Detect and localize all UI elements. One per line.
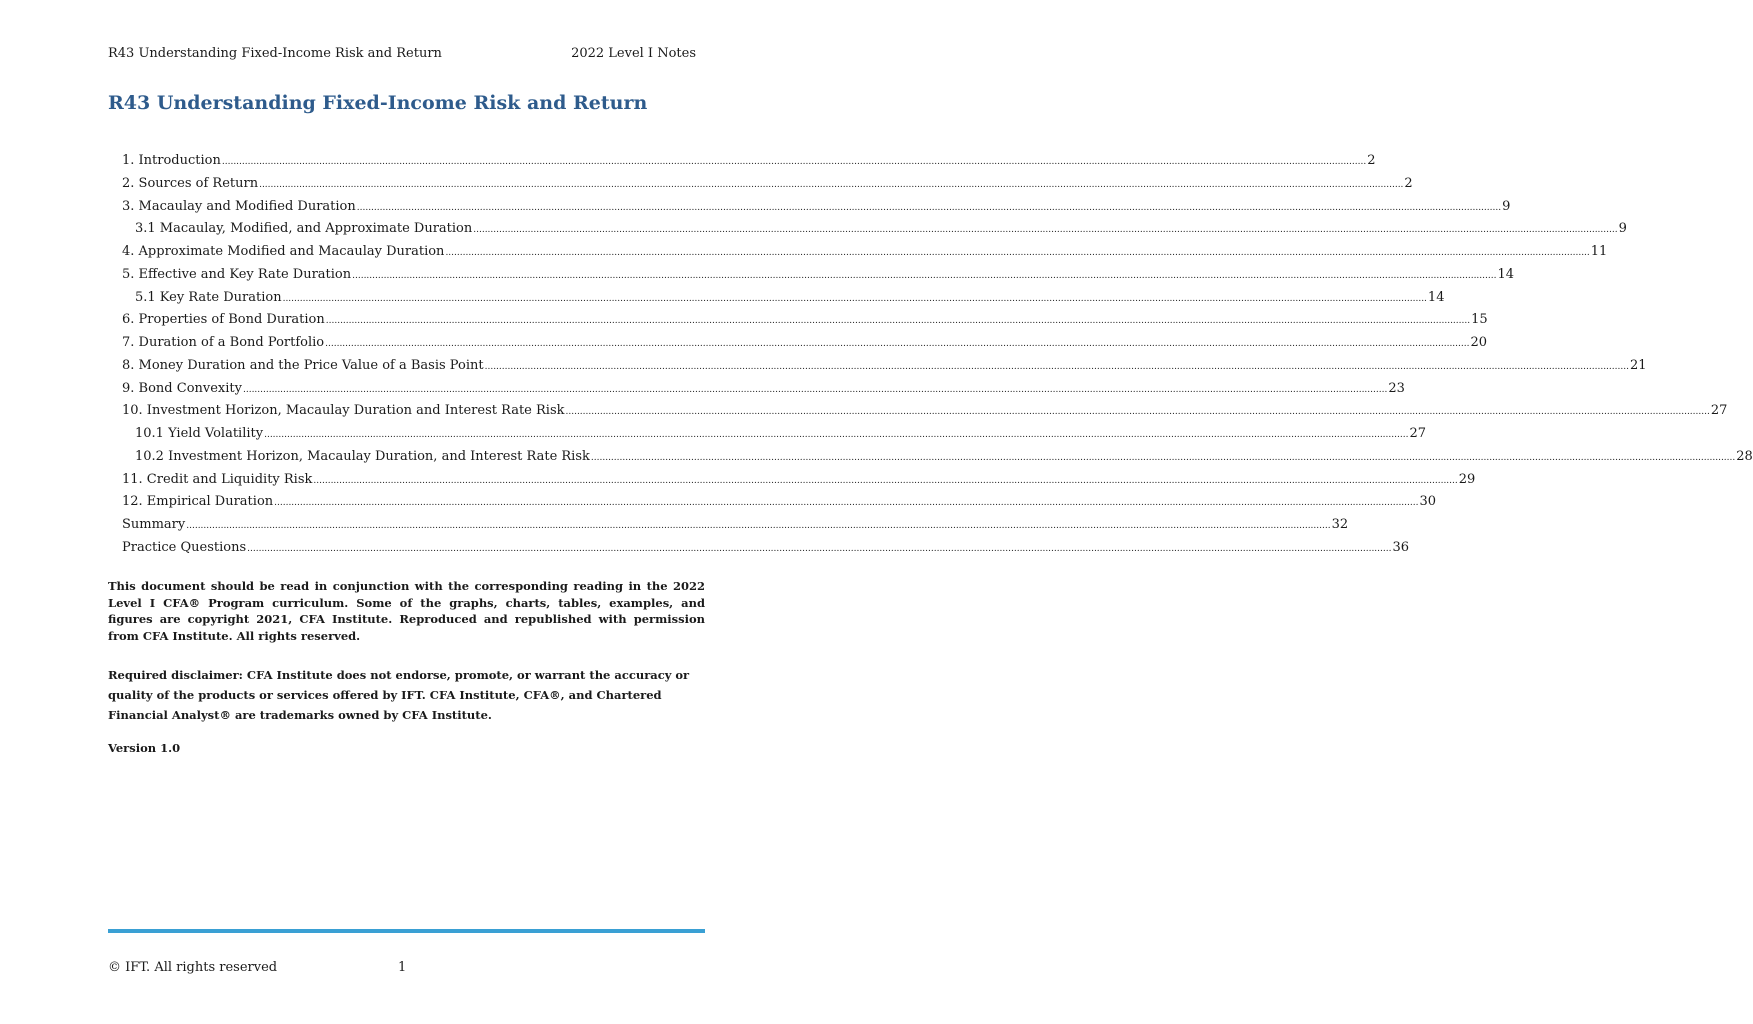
toc-entry-page: 21 (1629, 357, 1647, 373)
toc-entry[interactable] (122, 378, 1405, 401)
toc-dot-leader: ................................................................................................................................................................................................................................................................................................................................................................................................................ (259, 179, 1404, 190)
toc-entry[interactable] (122, 287, 1445, 310)
toc-entry-title: 1. Introduction (122, 153, 221, 168)
footer-copyright: © IFT. All rights reserved (108, 960, 278, 975)
toc-entry-title: Summary (122, 517, 186, 532)
toc-entry-page: 20 (1470, 335, 1488, 350)
toc-entry-title: 10.2 Investment Horizon, Macaulay Duration, and Interest Rate Risk (135, 448, 590, 464)
toc-entry[interactable] (122, 355, 1647, 378)
toc-entry-title: 10. Investment Horizon, Macaulay Duration and Interest Rate Risk (122, 403, 565, 419)
cfa-disclaimer: Required disclaimer: CFA Institute does not endorse, promote, or warrant the accuracy or quality of the products or services offered by IFT. CFA Institute, CFA®, and Chartered Financial Analyst® are trademarks owned by CFA Institute. (108, 668, 690, 722)
toc-entry-title: 8. Money Duration and the Price Value of a Basis Point (122, 357, 484, 373)
toc-entry[interactable] (122, 196, 1511, 219)
toc-entry-title: 12. Empirical Duration (122, 494, 274, 510)
toc-entry-page: 14 (1497, 266, 1515, 282)
toc-dot-leader: ................................................................................................................................................................................................................................................................................................................................................................................................................ (186, 521, 1331, 531)
page-header (108, 46, 696, 61)
toc-entry-page: 23 (1388, 380, 1405, 396)
curriculum-notice: This document should be read in conjunction with the corresponding reading in the 2022 Level I CFA® Program curriculum. Some of the graphs, charts, tables, examples, and figures are copyright 2021, CFA Institute. Reproduced and republished with permission from CFA Institute. All rights reserved. (108, 579, 705, 643)
toc-dot-leader: ................................................................................................................................................................................................................................................................................................................................................................................................................ (484, 361, 1629, 372)
footer-rule (108, 929, 705, 933)
toc-dot-leader: ................................................................................................................................................................................................................................................................................................................................................................................................................ (242, 384, 1388, 395)
toc-entry-title: 3.1 Macaulay, Modified, and Approximate Duration (135, 221, 473, 237)
toc-dot-leader: ................................................................................................................................................................................................................................................................................................................................................................................................................ (247, 543, 1392, 554)
toc-entry-title: 4. Approximate Modified and Macaulay Duration (122, 244, 445, 259)
toc-dot-leader: ................................................................................................................................................................................................................................................................................................................................................................................................................ (352, 270, 1497, 281)
toc-entry[interactable] (122, 400, 1728, 423)
toc-entry-title: Practice Questions (122, 539, 247, 555)
toc-entry-title: 6. Properties of Bond Duration (122, 312, 325, 328)
toc-entry-page: 9 (1502, 198, 1511, 214)
toc-entry-title: 5.1 Key Rate Duration (135, 289, 282, 305)
toc-entry[interactable] (122, 514, 1349, 537)
toc-entry-title: 5. Effective and Key Rate Duration (122, 266, 352, 282)
toc-entry-title: 2. Sources of Return (122, 175, 259, 191)
toc-dot-leader: ................................................................................................................................................................................................................................................................................................................................................................................................................ (282, 293, 1427, 304)
toc-dot-leader: ................................................................................................................................................................................................................................................................................................................................................................................................................ (590, 452, 1736, 463)
toc-entry-page: 2 (1404, 175, 1413, 191)
toc-dot-leader: ................................................................................................................................................................................................................................................................................................................................................................................................................ (325, 339, 1470, 349)
toc-entry[interactable] (122, 332, 1488, 355)
toc-dot-leader: ................................................................................................................................................................................................................................................................................................................................................................................................................ (264, 430, 1409, 440)
document-title: R43 Understanding Fixed-Income Risk and Return (108, 92, 648, 114)
toc-dot-leader: ................................................................................................................................................................................................................................................................................................................................................................................................................ (274, 498, 1419, 509)
toc-entry[interactable] (122, 446, 1753, 469)
toc-dot-leader: ................................................................................................................................................................................................................................................................................................................................................................................................................ (445, 248, 1590, 258)
toc-entry[interactable] (122, 173, 1413, 196)
toc-dot-leader: ................................................................................................................................................................................................................................................................................................................................................................................................................ (356, 202, 1502, 213)
toc-dot-leader: ................................................................................................................................................................................................................................................................................................................................................................................................................ (473, 225, 1618, 236)
toc-entry[interactable] (122, 264, 1515, 287)
toc-entry-title: 9. Bond Convexity (122, 380, 242, 396)
toc-dot-leader: ................................................................................................................................................................................................................................................................................................................................................................................................................ (313, 475, 1458, 486)
toc-entry[interactable] (122, 537, 1410, 560)
toc-entry-page: 9 (1618, 221, 1627, 237)
toc-entry-page: 2 (1367, 153, 1376, 168)
toc-entry[interactable] (122, 309, 1488, 332)
toc-entry-title: 11. Credit and Liquidity Risk (122, 471, 313, 487)
version-label: Version 1.0 (108, 741, 181, 755)
toc-entry-title: 10.1 Yield Volatility (135, 426, 264, 441)
toc-entry-page: 32 (1331, 517, 1349, 532)
toc-entry-page: 30 (1419, 494, 1437, 510)
toc-entry[interactable] (122, 423, 1426, 446)
toc-entry-page: 36 (1392, 539, 1410, 555)
table-of-contents (122, 150, 1753, 560)
toc-entry[interactable] (122, 491, 1437, 514)
toc-entry-page: 15 (1471, 312, 1488, 328)
footer-page-number: 1 (398, 960, 407, 975)
toc-entry-page: 11 (1590, 244, 1608, 259)
toc-entry-page: 14 (1427, 289, 1445, 305)
toc-dot-leader: ................................................................................................................................................................................................................................................................................................................................................................................................................ (325, 316, 1471, 327)
toc-entry-page: 28 (1736, 448, 1753, 464)
toc-entry-title: 3. Macaulay and Modified Duration (122, 198, 356, 214)
toc-entry-title: 7. Duration of a Bond Portfolio (122, 335, 325, 350)
toc-entry[interactable] (122, 469, 1476, 492)
header-level: 2022 Level I Notes (571, 46, 696, 61)
toc-entry[interactable] (122, 150, 1376, 173)
toc-entry[interactable] (122, 218, 1627, 241)
toc-dot-leader: ................................................................................................................................................................................................................................................................................................................................................................................................................ (565, 407, 1710, 418)
toc-dot-leader: ................................................................................................................................................................................................................................................................................................................................................................................................................ (221, 157, 1367, 167)
toc-entry-page: 29 (1458, 471, 1476, 487)
toc-entry-page: 27 (1409, 426, 1426, 441)
toc-entry[interactable] (122, 241, 1608, 264)
header-title: R43 Understanding Fixed-Income Risk and Return (108, 46, 442, 61)
toc-entry-page: 27 (1710, 403, 1728, 419)
